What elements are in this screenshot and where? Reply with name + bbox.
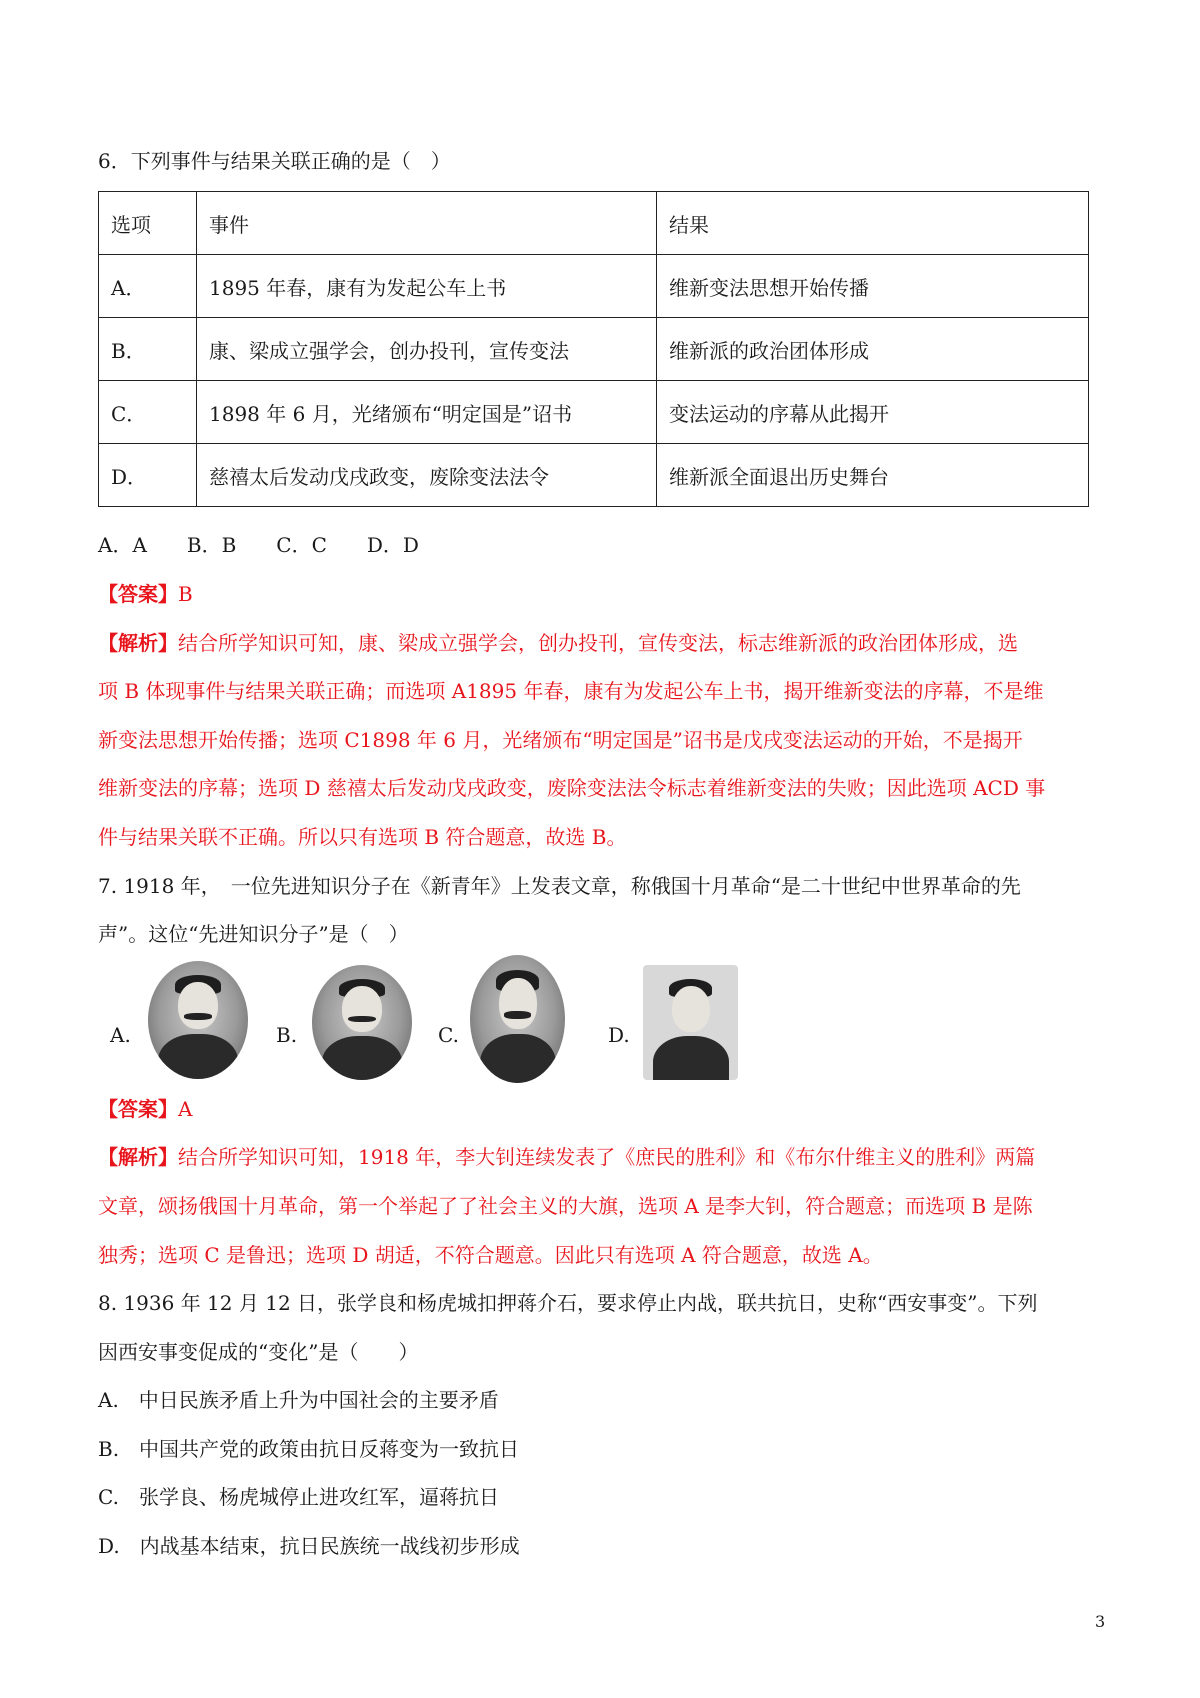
analysis-text: 结合所学知识可知，康、梁成立强学会，创办投刊，宣传变法，标志维新派的政治团体形成，选 xyxy=(178,631,1018,655)
analysis-label: 【解析】 xyxy=(98,631,178,655)
option-label: C. xyxy=(438,1023,459,1047)
table-cell: 慈禧太后发动戊戌政变，废除变法法令 xyxy=(197,444,657,507)
page-number: 3 xyxy=(1095,1612,1106,1631)
table-cell: 康、梁成立强学会，创办投刊，宣传变法 xyxy=(197,318,657,381)
portrait-image-a xyxy=(148,961,248,1079)
q6-table xyxy=(98,191,1089,507)
table-cell: 维新变法思想开始传播 xyxy=(657,255,1089,318)
table-cell: A． xyxy=(99,255,197,318)
answer-value: A xyxy=(178,1097,193,1121)
q6-analysis-line: 维新变法的序幕；选项 D 慈禧太后发动戊戌政变，废除变法法令标志着维新变法的失败；因此选项 ACD 事 xyxy=(98,776,1046,800)
table-cell: 维新派全面退出历史舞台 xyxy=(657,444,1089,507)
q6-stem: 6．下列事件与结果关联正确的是（ ） xyxy=(98,149,451,173)
q7-answer xyxy=(98,1096,192,1122)
table-header-row xyxy=(99,192,1089,255)
q8-option: B. 中国共产党的政策由抗日反蒋变为一致抗日 xyxy=(98,1437,520,1461)
answer-label: 【答案】 xyxy=(98,582,178,606)
q7-analysis-line xyxy=(98,1144,1035,1170)
q6-analysis-line: 项 B 体现事件与结果关联正确；而选项 A1895 年春，康有为发起公车上书，揭开维新变法的序幕，不是维 xyxy=(98,679,1044,703)
option-label: D. xyxy=(608,1023,630,1047)
table-cell: 1898 年 6 月，光绪颁布“明定国是”诏书 xyxy=(197,381,657,444)
table-cell: D． xyxy=(99,444,197,507)
analysis-text: 结合所学知识可知，1918 年，李大钊连续发表了《庶民的胜利》和《布尔什维主义的胜利》两篇 xyxy=(178,1145,1036,1169)
q6-choices: A．A B．B C．C D．D xyxy=(98,533,419,557)
q6-answer xyxy=(98,581,193,607)
answer-label: 【答案】 xyxy=(98,1097,178,1121)
q6-analysis-line: 新变法思想开始传播；选项 C1898 年 6 月，光绪颁布“明定国是”诏书是戊戌变法运动的开始，不是揭开 xyxy=(98,728,1023,752)
q7-stem-line: 声”。这位“先进知识分子”是（ ） xyxy=(98,922,409,946)
portrait-image-c xyxy=(470,955,565,1083)
q8-stem-line: 8. 1936 年 12 月 12 日，张学良和杨虎城扣押蒋介石，要求停止内战，联共抗日，史称“西安事变”。下列 xyxy=(98,1291,1038,1315)
option-label: B. xyxy=(276,1023,298,1047)
q8-option: A. 中日民族矛盾上升为中国社会的主要矛盾 xyxy=(98,1388,499,1412)
table-header-cell: 选项 xyxy=(99,192,197,255)
table-cell: B． xyxy=(99,318,197,381)
portrait-image-d xyxy=(643,965,738,1080)
table-cell: 维新派的政治团体形成 xyxy=(657,318,1089,381)
q6-analysis-line: 件与结果关联不正确。所以只有选项 B 符合题意，故选 B。 xyxy=(98,825,627,849)
q8-option: D. 内战基本结束，抗日民族统一战线初步形成 xyxy=(98,1534,520,1558)
table-row xyxy=(99,318,1089,381)
table-cell: C． xyxy=(99,381,197,444)
table-row xyxy=(99,381,1089,444)
table-row xyxy=(99,255,1089,318)
q7-analysis-line: 独秀；选项 C 是鲁迅；选项 D 胡适，不符合题意。因此只有选项 A 符合题意，故选 A。 xyxy=(98,1243,883,1267)
q6-analysis-line xyxy=(98,630,1018,656)
table-header-cell: 结果 xyxy=(657,192,1089,255)
option-label: A. xyxy=(110,1023,131,1047)
analysis-label: 【解析】 xyxy=(98,1145,178,1169)
answer-value: B xyxy=(178,582,193,606)
q8-stem-line: 因西安事变促成的“变化”是（ ） xyxy=(98,1340,419,1364)
table-header-cell: 事件 xyxy=(197,192,657,255)
q7-portrait-options xyxy=(98,955,798,1095)
table-cell: 变法运动的序幕从此揭开 xyxy=(657,381,1089,444)
table-row xyxy=(99,444,1089,507)
q8-option: C. 张学良、杨虎城停止进攻红军，逼蒋抗日 xyxy=(98,1485,499,1509)
portrait-image-b xyxy=(312,965,412,1080)
q7-stem-line: 7. 1918 年， 一位先进知识分子在《新青年》上发表文章，称俄国十月革命“是二十世纪中世界革命的先 xyxy=(98,874,1021,898)
q7-analysis-line: 文章，颂扬俄国十月革命，第一个举起了了社会主义的大旗，选项 A 是李大钊，符合题意；而选项 B 是陈 xyxy=(98,1194,1033,1218)
table-cell: 1895 年春，康有为发起公车上书 xyxy=(197,255,657,318)
